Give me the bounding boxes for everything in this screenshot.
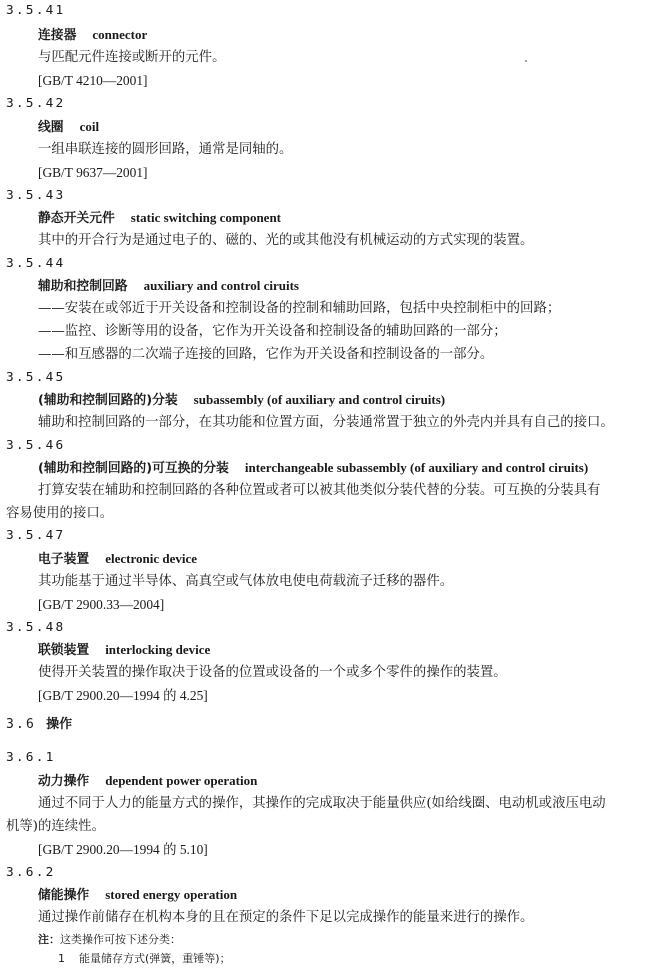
clause-number: 3.5.44 bbox=[6, 256, 66, 271]
reference: [GB/T 4210—2001] bbox=[38, 73, 148, 88]
reference: [GB/T 2900.20—1994 的 5.10] bbox=[38, 842, 208, 857]
note bbox=[38, 931, 181, 949]
definition-text: 机等)的连续性。 bbox=[6, 819, 105, 834]
term-cn: (辅助和控制回路的)分装 bbox=[38, 393, 178, 408]
clause-number: 3.5.42 bbox=[6, 96, 66, 111]
term-cn: 静态开关元件 bbox=[38, 211, 115, 226]
section-heading bbox=[6, 716, 72, 734]
reference: [GB/T 2900.20—1994 的 4.25] bbox=[38, 688, 208, 703]
term-heading bbox=[38, 26, 147, 45]
clause-number: 3.6.2 bbox=[6, 865, 56, 880]
definition-text: 其中的开合行为是通过电子的、磁的、光的或其他没有机械运动的方式实现的装置。 bbox=[38, 233, 534, 248]
term-heading bbox=[38, 459, 588, 478]
note-text: 这类操作可按下述分类： bbox=[60, 933, 181, 946]
definition-text: ——和互感器的二次端子连接的回路，它作为开关设备和控制设备的一部分。 bbox=[38, 347, 494, 362]
clause-number: 3.5.48 bbox=[6, 620, 66, 635]
term-heading bbox=[38, 550, 197, 569]
term-cn: 联锁装置 bbox=[38, 643, 90, 658]
term-en: static switching component bbox=[130, 210, 281, 225]
term-heading bbox=[38, 277, 299, 296]
clause-number: 3.5.45 bbox=[6, 370, 66, 385]
term-heading bbox=[38, 118, 99, 137]
clause-number: 3.6.1 bbox=[6, 750, 56, 765]
definition-text: 容易使用的接口。 bbox=[6, 506, 114, 521]
term-en: electronic device bbox=[105, 551, 197, 566]
term-en: auxiliary and control ciruits bbox=[143, 278, 299, 293]
term-heading bbox=[38, 391, 445, 410]
reference: [GB/T 2900.33—2004] bbox=[38, 597, 165, 612]
scan-speck bbox=[525, 60, 527, 62]
note-item-text: 能量储存方式(弹簧，重锤等)； bbox=[79, 952, 231, 965]
term-heading bbox=[38, 886, 237, 905]
clause-number: 3.5.43 bbox=[6, 188, 66, 203]
definition-text: 打算安装在辅助和控制回路的各种位置或者可以被其他类似分装代替的分装。可互换的分装具有 bbox=[38, 483, 601, 498]
section-title: 操作 bbox=[46, 717, 73, 732]
note-label: 注： bbox=[38, 933, 60, 946]
term-en: interchangeable subassembly (of auxiliary and control ciruits) bbox=[244, 460, 589, 475]
clause-number: 3.5.41 bbox=[6, 3, 66, 18]
clause-number: 3.5.46 bbox=[6, 438, 66, 453]
term-cn: 连接器 bbox=[38, 28, 77, 43]
term-heading bbox=[38, 209, 281, 228]
section-number: 3.6 bbox=[6, 717, 37, 732]
term-en: interlocking device bbox=[105, 642, 211, 657]
term-en: subassembly (of auxiliary and control ciruits) bbox=[193, 392, 446, 407]
term-en: connector bbox=[92, 27, 148, 42]
note-item-number: 1 bbox=[58, 952, 65, 965]
term-heading bbox=[38, 641, 210, 660]
term-cn: 电子装置 bbox=[38, 552, 90, 567]
term-cn: 线圈 bbox=[38, 120, 64, 135]
term-en: stored energy operation bbox=[105, 887, 238, 902]
definition-text: 一组串联连接的圆形回路，通常是同轴的。 bbox=[38, 142, 293, 157]
term-en: coil bbox=[79, 119, 100, 134]
term-heading bbox=[38, 772, 257, 791]
note-item bbox=[58, 950, 231, 968]
clause-number: 3.5.47 bbox=[6, 528, 66, 543]
term-cn: (辅助和控制回路的)可互换的分装 bbox=[38, 461, 229, 476]
definition-text: 与匹配元件连接或断开的元件。 bbox=[38, 50, 226, 65]
reference: [GB/T 9637—2001] bbox=[38, 165, 148, 180]
term-cn: 辅助和控制回路 bbox=[38, 279, 128, 294]
definition-text: 其功能基于通过半导体、高真空或气体放电使电荷载流子迁移的器件。 bbox=[38, 574, 454, 589]
definition-text: 通过不同于人力的能量方式的操作，其操作的完成取决于能量供应(如给线圈、电动机或液压电动 bbox=[38, 796, 606, 811]
definition-text: 通过操作前储存在机构本身的且在预定的条件下足以完成操作的能量来进行的操作。 bbox=[38, 910, 534, 925]
term-cn: 动力操作 bbox=[38, 774, 90, 789]
term-cn: 储能操作 bbox=[38, 888, 90, 903]
definition-text: ——安装在或邻近于开关设备和控制设备的控制和辅助回路，包括中央控制柜中的回路； bbox=[38, 301, 561, 316]
definition-text: 使得开关装置的操作取决于设备的位置或设备的一个或多个零件的操作的装置。 bbox=[38, 665, 507, 680]
definition-text: 辅助和控制回路的一部分，在其功能和位置方面，分装通常置于独立的外壳内并具有自己的接口。 bbox=[38, 415, 614, 430]
definition-text: ——监控、诊断等用的设备，它作为开关设备和控制设备的辅助回路的一部分； bbox=[38, 324, 507, 339]
term-en: dependent power operation bbox=[105, 773, 258, 788]
